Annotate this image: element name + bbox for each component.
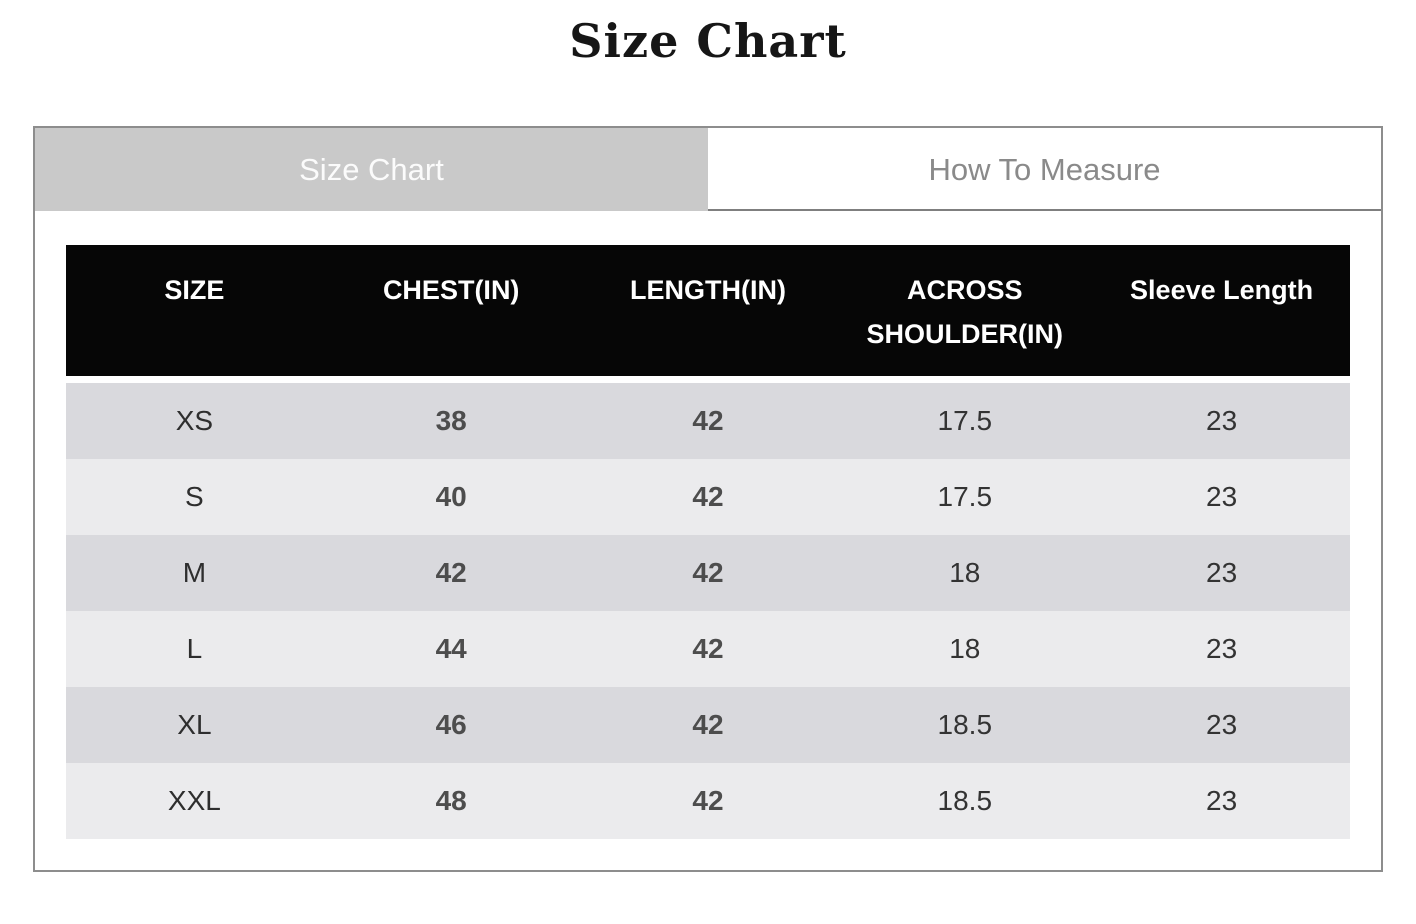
table-row: [66, 383, 1350, 459]
table-row: [66, 611, 1350, 687]
chest-cell: 44: [435, 633, 467, 664]
across-shoulder-cell: 18.5: [937, 709, 993, 740]
size-cell: L: [186, 633, 203, 664]
length-cell: 42: [692, 785, 724, 816]
size-cell: XXL: [167, 785, 221, 816]
column-header-size: SIZE: [164, 275, 225, 305]
sleeve-length-cell: 23: [1206, 785, 1238, 816]
sleeve-length-cell: 23: [1206, 405, 1238, 436]
length-cell: 42: [692, 557, 724, 588]
size-chart-panel: [33, 126, 1383, 872]
across-shoulder-cell: 17.5: [937, 481, 993, 512]
table-body: [66, 383, 1350, 839]
chest-cell: 48: [435, 785, 467, 816]
chest-cell: 42: [435, 557, 467, 588]
table-row: [66, 535, 1350, 611]
sleeve-length-cell: 23: [1206, 557, 1238, 588]
table-row: [66, 459, 1350, 535]
chest-cell: 46: [435, 709, 467, 740]
table-row: [66, 763, 1350, 839]
size-cell: S: [185, 481, 204, 512]
length-cell: 42: [692, 709, 724, 740]
size-table-container: [35, 211, 1381, 870]
size-cell: M: [182, 557, 207, 588]
tab-bar: [35, 128, 1381, 211]
column-header-across-shoulder: ACROSS SHOULDER(IN): [866, 275, 1064, 349]
size-cell: XS: [175, 405, 214, 436]
across-shoulder-cell: 18: [949, 633, 981, 664]
across-shoulder-cell: 18: [949, 557, 981, 588]
column-header-sleeve-length: Sleeve Length: [1130, 275, 1314, 305]
chest-cell: 40: [435, 481, 467, 512]
size-cell: XL: [177, 709, 212, 740]
tab-size-chart[interactable]: Size Chart: [35, 128, 708, 211]
length-cell: 42: [692, 481, 724, 512]
sleeve-length-cell: 23: [1206, 709, 1238, 740]
table-header-row: [66, 245, 1350, 376]
length-cell: 42: [692, 633, 724, 664]
column-header-length: LENGTH(IN): [630, 275, 786, 305]
table-row: [66, 687, 1350, 763]
chest-cell: 38: [435, 405, 467, 436]
sleeve-length-cell: 23: [1206, 633, 1238, 664]
across-shoulder-cell: 18.5: [937, 785, 993, 816]
across-shoulder-cell: 17.5: [937, 405, 993, 436]
sleeve-length-cell: 23: [1206, 481, 1238, 512]
tab-how-to-measure[interactable]: How To Measure: [708, 128, 1381, 211]
column-header-chest: CHEST(IN): [382, 275, 520, 305]
length-cell: 42: [692, 405, 724, 436]
page-title: Size Chart: [569, 14, 847, 68]
